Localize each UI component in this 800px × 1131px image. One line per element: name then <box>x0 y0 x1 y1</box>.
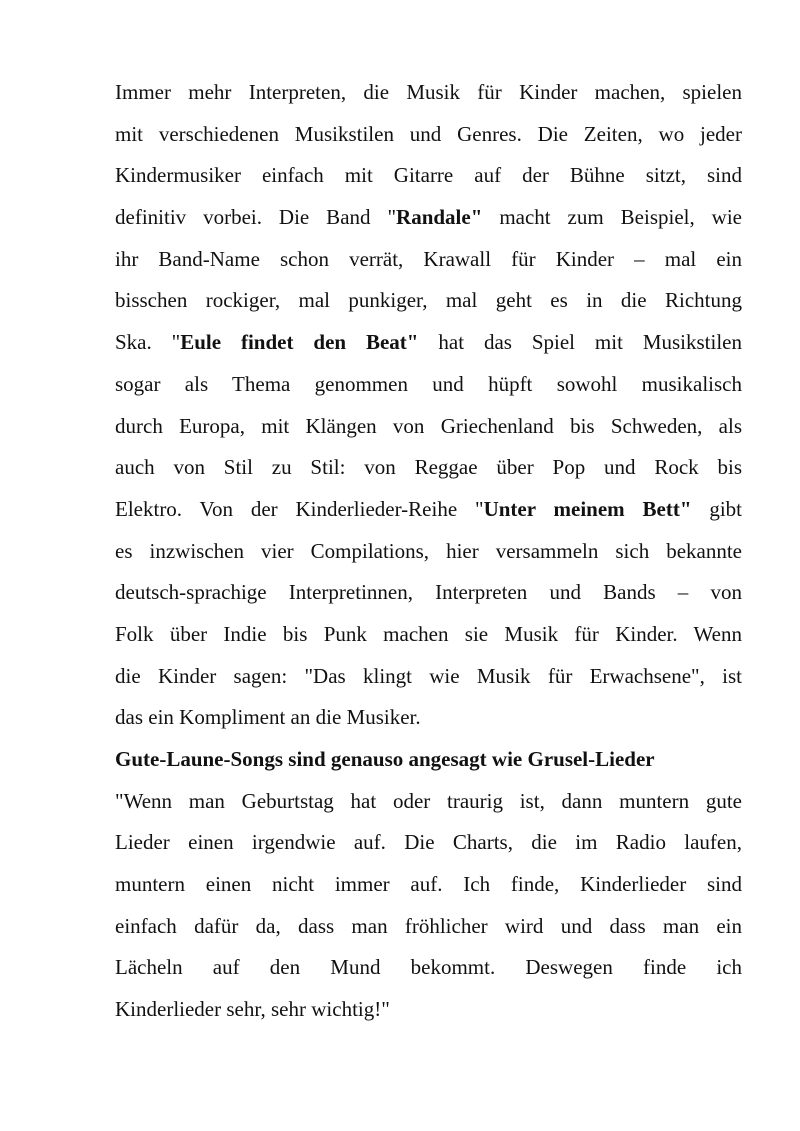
text-line: durch Europa, mit Klängen von Griechenland bis Schweden, als <box>115 413 742 438</box>
text-line: einfach dafür da, dass man fröhlicher wird und dass man ein <box>115 913 742 938</box>
text-line <box>115 322 742 364</box>
text-line <box>115 489 742 531</box>
text-segment: Elektro. Von der Kinderlieder-Reihe " <box>115 496 484 521</box>
text-line: Lieder einen irgendwie auf. Die Charts, die im Radio laufen, <box>115 830 742 855</box>
text-segment: macht zum Beispiel, wie <box>482 205 742 230</box>
text-line: muntern einen nicht immer auf. Ich finde, Kinderlieder sind <box>115 872 742 897</box>
text-line: Immer mehr Interpreten, die Musik für Kinder machen, spielen <box>115 80 742 104</box>
document-page <box>115 72 742 1031</box>
text-line: "Wenn man Geburtstag hat oder traurig ist, dann muntern gute <box>115 788 742 813</box>
text-line: Lächeln auf den Mund bekommt. Deswegen finde ich <box>115 955 742 980</box>
text-line: mit verschiedenen Musikstilen und Genres. Die Zeiten, wo jeder <box>115 121 742 146</box>
paragraph-2 <box>115 781 742 1031</box>
text-line: ihr Band-Name schon verrät, Krawall für Kinder – mal ein <box>115 246 742 271</box>
text-line: deutsch-sprachige Interpretinnen, Interpreten und Bands – von <box>115 580 742 605</box>
paragraph-1 <box>115 72 742 739</box>
band-name-randale: Randale" <box>396 205 483 230</box>
text-segment: hat das Spiel mit Musikstilen <box>418 330 743 355</box>
series-name-unter-meinem-bett: Unter meinem Bett" <box>483 496 692 521</box>
section-heading: Gute-Laune-Songs sind genauso angesagt wie Grusel-Lieder <box>115 747 655 771</box>
text-line: auch von Stil zu Stil: von Reggae über Pop und Rock bis <box>115 455 742 480</box>
text-segment: definitiv vorbei. Die Band " <box>115 205 397 230</box>
text-line: es inzwischen vier Compilations, hier versammeln sich bekannte <box>115 538 742 563</box>
text-line: sogar als Thema genommen und hüpft sowohl musikalisch <box>115 371 742 396</box>
text-line: Kinderlieder sehr, sehr wichtig!" <box>115 997 390 1022</box>
text-line: bisschen rockiger, mal punkiger, mal geht es in die Richtung <box>115 288 742 313</box>
text-segment: Ska. " <box>115 330 181 355</box>
text-line: das ein Kompliment an die Musiker. <box>115 705 421 730</box>
text-line: Folk über Indie bis Punk machen sie Musik für Kinder. Wenn <box>115 621 742 646</box>
band-name-eule: Eule findet den Beat" <box>180 330 419 355</box>
text-line: Kindermusiker einfach mit Gitarre auf der Bühne sitzt, sind <box>115 163 742 188</box>
text-line: die Kinder sagen: "Das klingt wie Musik für Erwachsene", ist <box>115 663 742 688</box>
text-segment: gibt <box>691 496 742 521</box>
text-line <box>115 197 742 239</box>
